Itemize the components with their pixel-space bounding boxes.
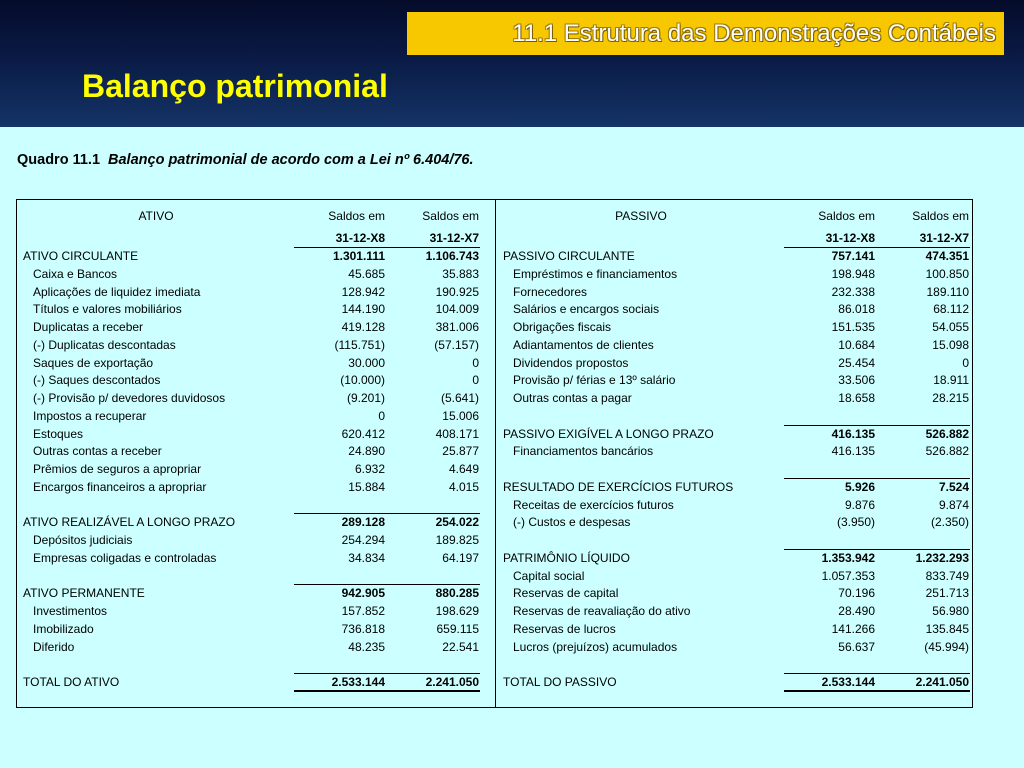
passivo-row-label: RESULTADO DE EXERCÍCIOS FUTUROS: [503, 479, 734, 494]
ativo-row-value-x8: 157.852: [341, 604, 385, 618]
ativo-row-value-x8: 48.235: [348, 639, 385, 654]
passivo-row-value-x8: (3.950): [836, 515, 875, 530]
passivo-row-label: Empréstimos e financiamentos: [513, 266, 678, 281]
ativo-row-value-x7: 659.115: [436, 621, 479, 636]
passivo-row-value-x7: 1.232.293: [915, 550, 969, 565]
ativo-row-label: Impostos a recuperar: [33, 408, 147, 423]
passivo-row-label: PASSIVO CIRCULANTE: [503, 249, 635, 263]
ativo-row-value-x8: (9.201): [346, 391, 385, 405]
ativo-group-rule: [294, 247, 480, 248]
ativo-row-value-x8: 942.905: [341, 586, 385, 601]
balance-sheet-table: [16, 199, 973, 708]
ativo-row-value-x8: 289.128: [341, 515, 385, 530]
passivo-row-label: Obrigações fiscais: [513, 320, 612, 334]
ativo-row-value-x7: 104.009: [435, 302, 479, 317]
passivo-row-label: Fornecedores: [513, 284, 588, 299]
column-divider: [495, 200, 496, 707]
passivo-row-label: Adiantamentos de clientes: [513, 337, 654, 352]
passivo-row-label: Receitas de exercícios futuros: [513, 497, 674, 512]
ativo-row-value-x8: 128.942: [341, 284, 385, 299]
ativo-row-value-x7: 1.106.743: [425, 249, 479, 263]
ativo-row-value-x7: 2.241.050: [425, 675, 479, 689]
passivo-row-label: Reservas de capital: [513, 586, 619, 601]
passivo-row-value-x7: 251.713: [925, 586, 969, 601]
passivo-row-value-x7: 9.874: [938, 497, 969, 512]
ativo-row-label: Diferido: [33, 639, 75, 654]
passivo-row-label: (-) Custos e despesas: [513, 515, 631, 530]
ativo-header-col1: Saldos em: [328, 209, 385, 223]
ativo-row-value-x8: 2.533.144: [331, 675, 385, 689]
passivo-row-value-x8: 86.018: [838, 302, 875, 317]
ativo-row-value-x7: 189.825: [435, 533, 479, 547]
passivo-row-value-x7: 56.980: [932, 604, 969, 618]
passivo-row-value-x7: 526.882: [925, 444, 969, 459]
ativo-row-value-x7: 64.197: [442, 550, 479, 565]
slide-header: [0, 0, 1024, 127]
passivo-row-value-x7: 2.241.050: [915, 675, 969, 689]
ativo-row-label: (-) Saques descontados: [33, 373, 161, 388]
ativo-row-value-x8: 15.884: [348, 479, 385, 494]
ativo-row-value-x7: 408.171: [435, 426, 479, 441]
passivo-row-value-x8: 757.141: [831, 249, 875, 263]
passivo-header-col2: Saldos em: [912, 209, 969, 223]
ativo-row-label: Encargos financeiros a apropriar: [33, 479, 207, 494]
section-badge: [407, 12, 1004, 55]
ativo-row-label: (-) Provisão p/ devedores duvidosos: [33, 391, 226, 405]
passivo-header-title: PASSIVO: [615, 209, 667, 223]
passivo-row-value-x7: 526.882: [925, 426, 969, 441]
ativo-row-value-x7: 4.649: [448, 462, 479, 476]
passivo-row-value-x8: 232.338: [831, 284, 875, 299]
ativo-row-value-x8: 254.294: [341, 533, 385, 547]
passivo-row-value-x7: 18.911: [933, 373, 969, 388]
ativo-header-date2: 31-12-X7: [429, 231, 479, 245]
ativo-row-value-x8: 620.412: [341, 426, 385, 441]
passivo-row-label: Dividendos propostos: [513, 355, 629, 370]
ativo-header-date1: 31-12-X8: [335, 231, 385, 245]
ativo-row-label: Estoques: [33, 426, 84, 441]
ativo-row-value-x8: (10.000): [340, 373, 385, 388]
passivo-row-value-x8: 151.535: [831, 320, 875, 334]
ativo-row-label: Imobilizado: [33, 621, 94, 636]
passivo-row-label: PATRIMÔNIO LÍQUIDO: [503, 550, 630, 565]
page-title: Balanço patrimonial: [82, 68, 388, 104]
passivo-group-rule: [784, 478, 970, 479]
passivo-row-label: Financiamentos bancários: [513, 444, 654, 459]
passivo-row-value-x7: 100.850: [925, 266, 969, 281]
ativo-row-value-x7: 190.925: [435, 284, 479, 299]
passivo-header-date2: 31-12-X7: [919, 231, 969, 245]
ativo-row-label: Investimentos: [33, 604, 108, 618]
passivo-row-value-x7: 7.524: [938, 479, 969, 494]
ativo-header-col2: Saldos em: [422, 209, 479, 223]
ativo-row-value-x7: 0: [472, 355, 479, 370]
ativo-row-value-x8: 144.190: [341, 302, 385, 317]
ativo-row-label: Saques de exportação: [33, 355, 154, 370]
ativo-row-label: Outras contas a receber: [33, 444, 162, 459]
ativo-row-label: Depósitos judiciais: [33, 533, 133, 547]
passivo-row-value-x7: 54.055: [932, 320, 969, 334]
passivo-row-value-x8: 25.454: [838, 355, 875, 370]
passivo-row-value-x7: 15.098: [932, 337, 969, 352]
ativo-row-value-x8: (115.751): [334, 337, 385, 352]
passivo-group-rule: [784, 673, 970, 674]
passivo-row-value-x7: 135.845: [925, 621, 969, 636]
passivo-row-value-x7: 833.749: [925, 568, 969, 583]
ativo-group-rule: [294, 513, 480, 514]
ativo-row-value-x7: (5.641): [440, 391, 479, 405]
passivo-row-value-x7: 474.351: [925, 249, 969, 263]
passivo-row-value-x8: 5.926: [844, 479, 875, 494]
passivo-row-label: Reservas de lucros: [513, 621, 616, 636]
passivo-row-value-x8: 10.684: [838, 337, 875, 352]
passivo-row-value-x7: 0: [962, 355, 969, 370]
passivo-row-label: Salários e encargos sociais: [513, 302, 660, 317]
passivo-row-label: Capital social: [513, 568, 585, 583]
ativo-row-label: Títulos e valores mobiliários: [33, 302, 182, 317]
table-caption: [17, 152, 474, 168]
ativo-row-value-x8: 1.301.111: [332, 249, 385, 263]
passivo-row-value-x8: 18.658: [838, 391, 875, 405]
ativo-row-value-x8: 30.000: [348, 355, 385, 370]
ativo-row-label: Caixa e Bancos: [33, 266, 118, 281]
passivo-row-value-x7: 68.112: [933, 302, 969, 317]
ativo-group-rule: [294, 584, 480, 585]
caption-label: Quadro 11.1: [17, 152, 101, 168]
passivo-row-value-x7: 28.215: [932, 391, 969, 405]
ativo-row-value-x7: 22.541: [442, 639, 479, 654]
passivo-row-value-x7: 189.110: [926, 284, 969, 299]
ativo-row-value-x8: 24.890: [348, 444, 385, 459]
passivo-group-rule: [784, 247, 970, 248]
ativo-group-rule: [294, 673, 480, 674]
ativo-row-label: Aplicações de liquidez imediata: [33, 284, 201, 299]
section-title: 11.1 Estrutura das Demonstrações Contábeis: [512, 20, 996, 47]
passivo-row-label: PASSIVO EXIGÍVEL A LONGO PRAZO: [503, 426, 714, 441]
passivo-row-value-x8: 9.876: [844, 497, 875, 512]
passivo-row-value-x8: 1.057.353: [821, 568, 875, 583]
passivo-row-value-x7: (45.994): [924, 639, 969, 654]
ativo-header-title: ATIVO: [138, 209, 174, 223]
passivo-row-label: Lucros (prejuízos) acumulados: [513, 639, 678, 654]
passivo-row-value-x8: 141.266: [831, 621, 875, 636]
passivo-group-rule: [784, 425, 970, 426]
passivo-row-label: TOTAL DO PASSIVO: [503, 675, 617, 689]
ativo-row-label: Prêmios de seguros a apropriar: [33, 462, 202, 476]
passivo-header-date1: 31-12-X8: [825, 231, 875, 245]
ativo-row-value-x7: 35.883: [442, 266, 479, 281]
ativo-total-rule: [294, 690, 480, 692]
passivo-total-rule: [784, 690, 970, 692]
ativo-row-label: ATIVO PERMANENTE: [23, 586, 145, 601]
passivo-group-rule: [784, 549, 970, 550]
passivo-row-label: Reservas de reavaliação do ativo: [513, 604, 691, 618]
ativo-row-label: (-) Duplicatas descontadas: [33, 337, 176, 352]
passivo-row-value-x8: 1.353.942: [821, 550, 875, 565]
passivo-row-value-x8: 416.135: [831, 426, 875, 441]
passivo-row-value-x7: (2.350): [930, 515, 969, 530]
ativo-row-value-x8: 34.834: [348, 550, 385, 565]
ativo-row-label: Empresas coligadas e controladas: [33, 550, 217, 565]
passivo-row-value-x8: 70.196: [838, 586, 875, 601]
passivo-row-value-x8: 56.637: [838, 639, 875, 654]
ativo-row-value-x8: 6.932: [354, 462, 385, 476]
ativo-row-value-x7: 4.015: [448, 479, 479, 494]
ativo-row-value-x8: 0: [378, 408, 385, 423]
passivo-row-label: Provisão p/ férias e 13º salário: [513, 373, 676, 388]
ativo-row-value-x8: 736.818: [341, 621, 385, 636]
passivo-row-value-x8: 28.490: [838, 604, 875, 618]
ativo-row-value-x8: 419.128: [341, 320, 385, 334]
caption-text: Balanço patrimonial de acordo com a Lei nº 6.404/76.: [108, 152, 474, 168]
ativo-row-value-x7: 0: [472, 373, 479, 388]
ativo-row-value-x7: 381.006: [435, 320, 479, 334]
ativo-row-label: TOTAL DO ATIVO: [23, 675, 120, 689]
passivo-row-value-x8: 33.506: [838, 373, 875, 388]
passivo-row-value-x8: 416.135: [831, 444, 875, 459]
passivo-row-value-x8: 2.533.144: [821, 675, 875, 689]
ativo-row-value-x7: 15.006: [442, 408, 479, 423]
ativo-row-value-x7: (57.157): [434, 337, 479, 352]
ativo-row-value-x7: 25.877: [442, 444, 479, 459]
ativo-row-value-x8: 45.685: [348, 266, 385, 281]
ativo-row-label: ATIVO REALIZÁVEL A LONGO PRAZO: [23, 515, 236, 530]
ativo-row-label: ATIVO CIRCULANTE: [23, 249, 139, 263]
ativo-row-label: Duplicatas a receber: [33, 320, 144, 334]
passivo-header-col1: Saldos em: [818, 209, 875, 223]
ativo-row-value-x7: 254.022: [435, 515, 479, 530]
ativo-row-value-x7: 880.285: [435, 586, 479, 601]
ativo-row-value-x7: 198.629: [435, 604, 479, 618]
passivo-row-label: Outras contas a pagar: [513, 391, 632, 405]
passivo-row-value-x8: 198.948: [831, 266, 875, 281]
